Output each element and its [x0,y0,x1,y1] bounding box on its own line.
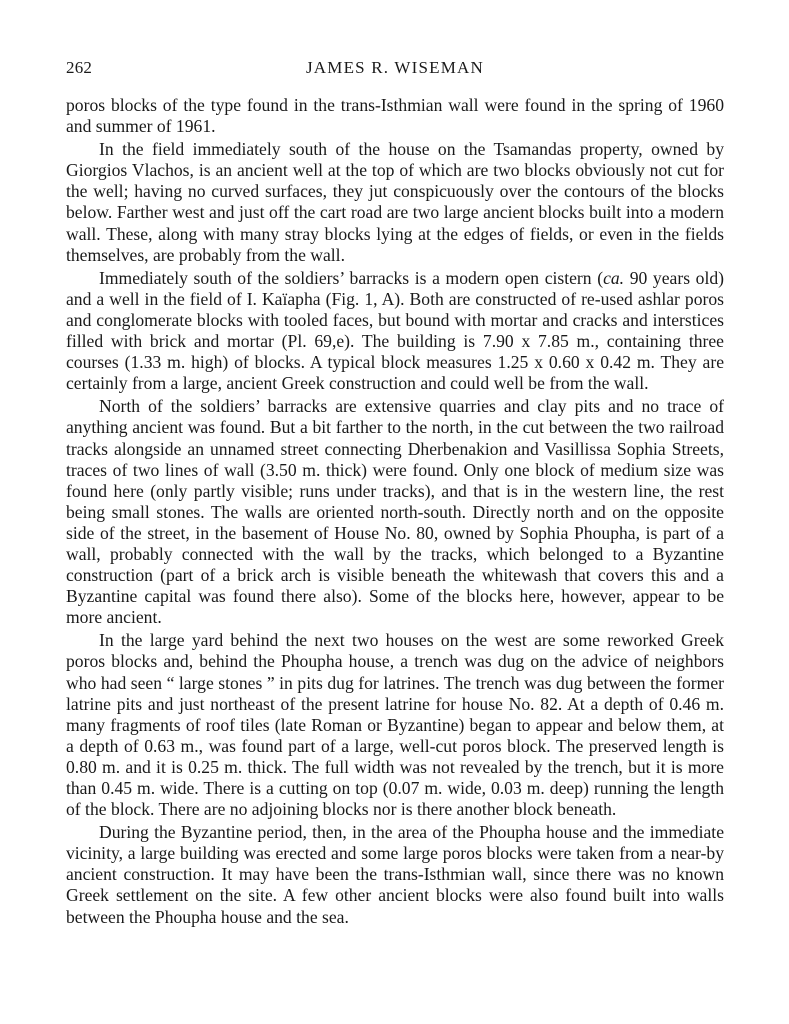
text-run: In the field immediately south of the house on the Tsamandas property, owned by Giorgios Vlachos, is an ancient well at the top of which are two blocks obviously not cut for the well; having no curved surfaces, they jut conspicuously over the contours of the blocks below. Farther west and just off the cart road are two large ancient blocks built into a modern wall. These, along with many stray blocks lying at the edges of fields, or even in the fields themselves, are probably from the wall. [66,139,724,265]
paragraph-5 [66,630,724,820]
running-head [66,58,724,82]
text-run: North of the soldiers’ barracks are extensive quarries and clay pits and no trace of anything ancient was found. But a bit farther to the north, in the cut between the two railroad tracks alongside an unnamed street connecting Dherbenakion and Vasillissa Sophia Streets, traces of two lines of wall (3.50 m. thick) were found. Only one block of medium size was found here (only partly visible; runs under tracks), and that is in the western line, the rest being small stones. The walls are oriented north-south. Directly north and on the opposite side of the street, in the basement of House No. 80, owned by Sophia Phoupha, is part of a wall, probably connected with the wall by the tracks, which belonged to a Byzantine construction (part of a brick arch is visible beneath the whitewash that covers this and a Byzantine capital was found there also). Some of the blocks here, however, appear to be more ancient. [66,396,724,628]
text-run: poros blocks of the type found in the trans-Isthmian wall were found in the spring of 1960 and summer of 1961. [66,95,724,137]
page-number: 262 [66,58,93,77]
body-text [66,95,724,930]
italic-text-run: ca. [603,267,625,288]
paragraph-1 [66,95,724,137]
text-run: 90 years old) and a well in the field of I. Kaïapha (Fig. 1, A). Both are constructed of re-used ashlar poros and conglomerate blocks with tooled faces, but bound with mortar and cracks and interstices filled with brick and mortar (Pl. 69,e). The building is 7.90 x 7.85 m., containing three courses (1.33 m. high) of blocks. A typical block measures 1.25 x 0.60 x 0.42 m. They are certainly from a large, ancient Greek construction and could well be from the wall. [66,267,724,394]
text-run: In the large yard behind the next two houses on the west are some reworked Greek poros blocks and, behind the Phoupha house, a trench was dug on the advice of neighbors who had seen “ large stones ” in pits dug for latrines. The trench was dug between the former latrine pits and just northeast of the present latrine for house No. 82. At a depth of 0.46 m. many fragments of roof tiles (late Roman or Byzantine) began to appear and below them, at a depth of 0.63 m., was found part of a large, well-cut poros block. The preserved length is 0.80 m. and it is 0.25 m. thick. The full width was not revealed by the trench, but it is more than 0.45 m. wide. There is a cutting on top (0.07 m. wide, 0.03 m. deep) running the length of the block. There are no adjoining blocks nor is there another block beneath. [66,630,724,820]
paragraph-2 [66,139,724,266]
paragraph-4 [66,396,724,628]
paragraph-6 [66,822,724,927]
text-run: During the Byzantine period, then, in the area of the Phoupha house and the immediate vicinity, a large building was erected and some large poros blocks were taken from a near-by ancient construction. It may have been the trans-Isthmian wall, since there was no known Greek settlement on the site. A few other ancient blocks were also found built into walls between the Phoupha house and the sea. [66,822,724,927]
paragraph-3 [66,268,724,395]
text-run: Immediately south of the soldiers’ barracks is a modern open cistern ( [99,267,604,288]
page [66,0,724,1024]
running-head-author: JAMES R. WISEMAN [305,58,485,77]
